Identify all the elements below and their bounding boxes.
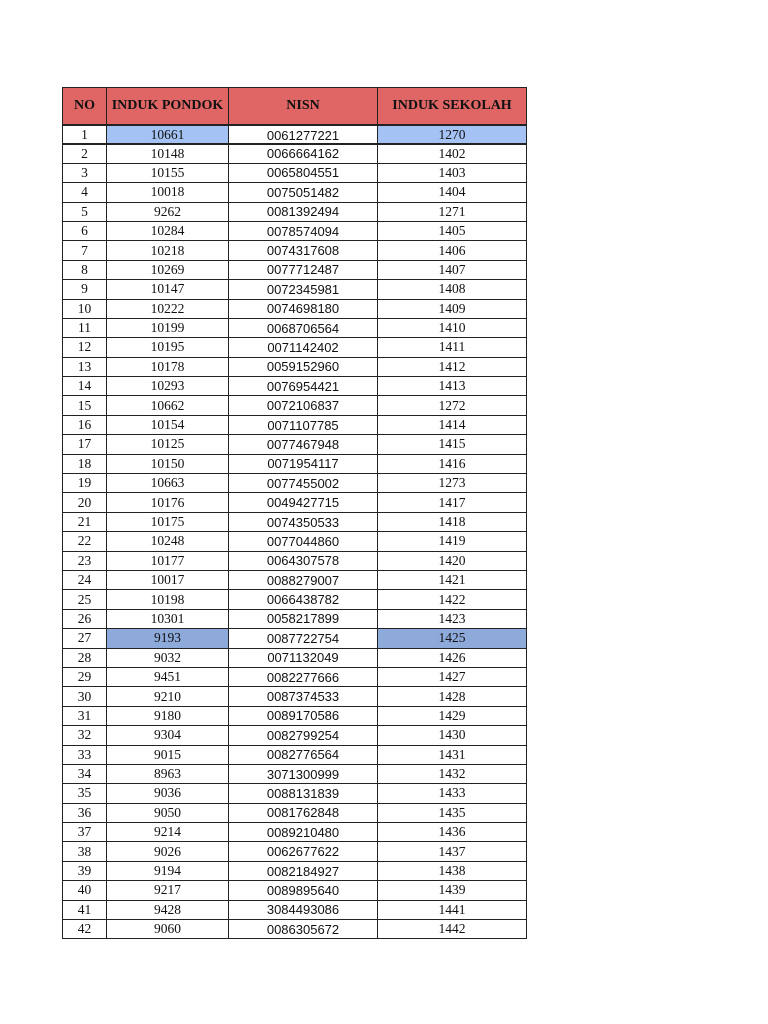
- cell-induk-pondok[interactable]: 10284: [106, 221, 229, 241]
- cell-induk-sekolah[interactable]: 1438: [377, 861, 527, 881]
- cell-induk-pondok[interactable]: 9180: [106, 706, 229, 726]
- cell-nisn[interactable]: 0072345981: [228, 279, 378, 299]
- cell-nisn[interactable]: 0075051482: [228, 182, 378, 202]
- cell-no[interactable]: 16: [62, 415, 107, 435]
- table-row: [62, 842, 528, 861]
- table-row: [62, 571, 528, 590]
- cell-nisn[interactable]: 0059152960: [228, 357, 378, 377]
- cell-no[interactable]: 13: [62, 357, 107, 377]
- table-row: [62, 804, 528, 823]
- cell-nisn[interactable]: 0049427715: [228, 492, 378, 512]
- cell-induk-pondok[interactable]: 10175: [106, 512, 229, 532]
- table-row: [62, 241, 528, 260]
- table-row: [62, 435, 528, 454]
- cell-nisn[interactable]: 0068706564: [228, 318, 378, 338]
- cell-no[interactable]: 2: [62, 143, 107, 163]
- cell-nisn[interactable]: 0081762848: [228, 803, 378, 823]
- cell-no[interactable]: 11: [62, 318, 107, 338]
- cell-induk-pondok[interactable]: 10155: [106, 163, 229, 183]
- cell-induk-sekolah[interactable]: 1415: [377, 434, 527, 454]
- table-row: [62, 901, 528, 920]
- cell-nisn[interactable]: 0076954421: [228, 376, 378, 396]
- cell-induk-pondok[interactable]: 10199: [106, 318, 229, 338]
- cell-induk-sekolah[interactable]: 1436: [377, 822, 527, 842]
- cell-no[interactable]: 3: [62, 163, 107, 183]
- cell-induk-pondok[interactable]: 10148: [106, 143, 229, 163]
- table-row: [62, 125, 528, 144]
- cell-induk-pondok[interactable]: 10293: [106, 376, 229, 396]
- cell-induk-pondok[interactable]: 9451: [106, 667, 229, 687]
- cell-nisn[interactable]: 0082277666: [228, 667, 378, 687]
- cell-no[interactable]: 30: [62, 686, 107, 706]
- cell-no[interactable]: 10: [62, 299, 107, 319]
- table-row: [62, 707, 528, 726]
- cell-no[interactable]: 8: [62, 260, 107, 280]
- cell-nisn[interactable]: 0065804551: [228, 163, 378, 183]
- cell-no[interactable]: 20: [62, 492, 107, 512]
- cell-induk-pondok[interactable]: 9026: [106, 841, 229, 861]
- cell-induk-sekolah[interactable]: 1403: [377, 163, 527, 183]
- table-row: [62, 358, 528, 377]
- cell-induk-pondok[interactable]: 10663: [106, 473, 229, 493]
- cell-induk-pondok[interactable]: 9194: [106, 861, 229, 881]
- header-no: NO: [62, 87, 107, 125]
- cell-no[interactable]: 18: [62, 454, 107, 474]
- table-row: [62, 687, 528, 706]
- cell-no[interactable]: 5: [62, 202, 107, 222]
- cell-no[interactable]: 38: [62, 841, 107, 861]
- cell-induk-pondok[interactable]: 10218: [106, 240, 229, 260]
- cell-no[interactable]: 12: [62, 337, 107, 357]
- cell-nisn[interactable]: 0074350533: [228, 512, 378, 532]
- header-induk-pondok: INDUK PONDOK: [106, 87, 229, 125]
- cell-no[interactable]: 42: [62, 919, 107, 939]
- table-row: [62, 629, 528, 648]
- cell-nisn[interactable]: 0082184927: [228, 861, 378, 881]
- cell-no[interactable]: 14: [62, 376, 107, 396]
- cell-induk-sekolah[interactable]: 1273: [377, 473, 527, 493]
- cell-nisn[interactable]: 0066438782: [228, 589, 378, 609]
- cell-nisn[interactable]: 0086305672: [228, 919, 378, 939]
- table-row: [62, 396, 528, 415]
- cell-no[interactable]: 41: [62, 900, 107, 920]
- cell-induk-pondok[interactable]: 10195: [106, 337, 229, 357]
- cell-no[interactable]: 24: [62, 570, 107, 590]
- cell-induk-sekolah[interactable]: 1406: [377, 240, 527, 260]
- cell-nisn[interactable]: 0089210480: [228, 822, 378, 842]
- table-row: [62, 493, 528, 512]
- cell-no[interactable]: 22: [62, 531, 107, 551]
- cell-nisn[interactable]: 3084493086: [228, 900, 378, 920]
- table-row: [62, 222, 528, 241]
- cell-no[interactable]: 25: [62, 589, 107, 609]
- cell-nisn[interactable]: 3071300999: [228, 764, 378, 784]
- cell-nisn[interactable]: 0077712487: [228, 260, 378, 280]
- cell-induk-sekolah[interactable]: 1426: [377, 648, 527, 668]
- cell-induk-pondok[interactable]: 9050: [106, 803, 229, 823]
- cell-induk-pondok[interactable]: 10301: [106, 609, 229, 629]
- cell-no[interactable]: 39: [62, 861, 107, 881]
- cell-induk-sekolah[interactable]: 1430: [377, 725, 527, 745]
- cell-induk-sekolah[interactable]: 1404: [377, 182, 527, 202]
- cell-no[interactable]: 32: [62, 725, 107, 745]
- cell-nisn[interactable]: 0071132049: [228, 648, 378, 668]
- cell-induk-sekolah[interactable]: 1408: [377, 279, 527, 299]
- cell-induk-pondok[interactable]: 10147: [106, 279, 229, 299]
- cell-induk-sekolah[interactable]: 1431: [377, 745, 527, 765]
- cell-induk-pondok[interactable]: 9217: [106, 880, 229, 900]
- table-row: [62, 164, 528, 183]
- cell-induk-pondok[interactable]: 10017: [106, 570, 229, 590]
- cell-no[interactable]: 40: [62, 880, 107, 900]
- cell-no[interactable]: 26: [62, 609, 107, 629]
- cell-nisn[interactable]: 0087722754: [228, 628, 378, 648]
- table-row: [62, 280, 528, 299]
- cell-induk-pondok[interactable]: 9193: [106, 628, 229, 648]
- cell-induk-sekolah[interactable]: 1417: [377, 492, 527, 512]
- cell-nisn[interactable]: 0061277221: [228, 125, 378, 145]
- cell-induk-sekolah[interactable]: 1272: [377, 395, 527, 415]
- data-table: [62, 87, 528, 939]
- cell-no[interactable]: 1: [62, 125, 107, 145]
- table-row: [62, 377, 528, 396]
- cell-nisn[interactable]: 0071142402: [228, 337, 378, 357]
- cell-nisn[interactable]: 0071107785: [228, 415, 378, 435]
- cell-nisn[interactable]: 0062677622: [228, 841, 378, 861]
- cell-nisn[interactable]: 0087374533: [228, 686, 378, 706]
- cell-induk-sekolah[interactable]: 1418: [377, 512, 527, 532]
- cell-induk-sekolah[interactable]: 1420: [377, 551, 527, 571]
- cell-induk-sekolah[interactable]: 1423: [377, 609, 527, 629]
- cell-nisn[interactable]: 0082799254: [228, 725, 378, 745]
- cell-induk-sekolah[interactable]: 1410: [377, 318, 527, 338]
- cell-induk-sekolah[interactable]: 1422: [377, 589, 527, 609]
- cell-no[interactable]: 33: [62, 745, 107, 765]
- cell-induk-sekolah[interactable]: 1402: [377, 143, 527, 163]
- cell-nisn[interactable]: 0081392494: [228, 202, 378, 222]
- cell-induk-pondok[interactable]: 10018: [106, 182, 229, 202]
- table-row: [62, 532, 528, 551]
- table-row: [62, 474, 528, 493]
- cell-no[interactable]: 17: [62, 434, 107, 454]
- header-nisn: NISN: [228, 87, 378, 125]
- table-row: [62, 416, 528, 435]
- cell-induk-sekolah[interactable]: 1435: [377, 803, 527, 823]
- table-row: [62, 552, 528, 571]
- cell-induk-sekolah[interactable]: 1270: [377, 125, 527, 145]
- cell-induk-sekolah[interactable]: 1421: [377, 570, 527, 590]
- table-row: [62, 649, 528, 668]
- cell-induk-sekolah[interactable]: 1407: [377, 260, 527, 280]
- cell-no[interactable]: 36: [62, 803, 107, 823]
- cell-induk-pondok[interactable]: 10177: [106, 551, 229, 571]
- table-row: [62, 823, 528, 842]
- cell-induk-sekolah[interactable]: 1419: [377, 531, 527, 551]
- cell-induk-sekolah[interactable]: 1425: [377, 628, 527, 648]
- cell-no[interactable]: 21: [62, 512, 107, 532]
- cell-nisn[interactable]: 0088131839: [228, 783, 378, 803]
- table-row: [62, 920, 528, 939]
- cell-nisn[interactable]: 0077455002: [228, 473, 378, 493]
- cell-induk-sekolah[interactable]: 1441: [377, 900, 527, 920]
- cell-no[interactable]: 28: [62, 648, 107, 668]
- cell-no[interactable]: 19: [62, 473, 107, 493]
- header-row: [62, 87, 528, 125]
- cell-no[interactable]: 37: [62, 822, 107, 842]
- cell-nisn[interactable]: 0074317608: [228, 240, 378, 260]
- table-body: [62, 125, 528, 939]
- cell-nisn[interactable]: 0088279007: [228, 570, 378, 590]
- cell-induk-pondok[interactable]: 9032: [106, 648, 229, 668]
- table-row: [62, 590, 528, 609]
- cell-nisn[interactable]: 0064307578: [228, 551, 378, 571]
- cell-induk-sekolah[interactable]: 1433: [377, 783, 527, 803]
- cell-induk-sekolah[interactable]: 1439: [377, 880, 527, 900]
- cell-induk-sekolah[interactable]: 1412: [377, 357, 527, 377]
- table-row: [62, 746, 528, 765]
- header-induk-sekolah: INDUK SEKOLAH: [377, 87, 527, 125]
- cell-no[interactable]: 7: [62, 240, 107, 260]
- cell-induk-sekolah[interactable]: 1405: [377, 221, 527, 241]
- cell-induk-pondok[interactable]: 9036: [106, 783, 229, 803]
- cell-induk-pondok[interactable]: 10269: [106, 260, 229, 280]
- cell-induk-sekolah[interactable]: 1409: [377, 299, 527, 319]
- cell-induk-pondok[interactable]: 9214: [106, 822, 229, 842]
- cell-induk-sekolah[interactable]: 1411: [377, 337, 527, 357]
- table-row: [62, 183, 528, 202]
- cell-no[interactable]: 31: [62, 706, 107, 726]
- cell-induk-sekolah[interactable]: 1429: [377, 706, 527, 726]
- cell-induk-pondok[interactable]: 9210: [106, 686, 229, 706]
- table-row: [62, 513, 528, 532]
- cell-induk-pondok[interactable]: 9262: [106, 202, 229, 222]
- cell-induk-pondok[interactable]: 10178: [106, 357, 229, 377]
- cell-nisn[interactable]: 0066664162: [228, 143, 378, 163]
- cell-induk-sekolah[interactable]: 1428: [377, 686, 527, 706]
- cell-no[interactable]: 34: [62, 764, 107, 784]
- cell-nisn[interactable]: 0058217899: [228, 609, 378, 629]
- cell-induk-sekolah[interactable]: 1432: [377, 764, 527, 784]
- cell-induk-pondok[interactable]: 9428: [106, 900, 229, 920]
- cell-induk-pondok[interactable]: 10662: [106, 395, 229, 415]
- cell-nisn[interactable]: 0074698180: [228, 299, 378, 319]
- cell-induk-sekolah[interactable]: 1427: [377, 667, 527, 687]
- cell-induk-sekolah[interactable]: 1437: [377, 841, 527, 861]
- cell-nisn[interactable]: 0089170586: [228, 706, 378, 726]
- cell-induk-sekolah[interactable]: 1442: [377, 919, 527, 939]
- cell-nisn[interactable]: 0089895640: [228, 880, 378, 900]
- cell-no[interactable]: 29: [62, 667, 107, 687]
- cell-no[interactable]: 15: [62, 395, 107, 415]
- table-row: [62, 338, 528, 357]
- table-row: [62, 319, 528, 338]
- cell-no[interactable]: 23: [62, 551, 107, 571]
- cell-nisn[interactable]: 0077467948: [228, 434, 378, 454]
- cell-induk-pondok[interactable]: 10222: [106, 299, 229, 319]
- cell-induk-pondok[interactable]: 9060: [106, 919, 229, 939]
- cell-induk-pondok[interactable]: 10661: [106, 125, 229, 145]
- table-row: [62, 455, 528, 474]
- cell-induk-pondok[interactable]: 10176: [106, 492, 229, 512]
- table-row: [62, 300, 528, 319]
- table-row: [62, 765, 528, 784]
- cell-induk-sekolah[interactable]: 1413: [377, 376, 527, 396]
- table-row: [62, 610, 528, 629]
- cell-no[interactable]: 9: [62, 279, 107, 299]
- cell-induk-pondok[interactable]: 10150: [106, 454, 229, 474]
- cell-induk-pondok[interactable]: 10154: [106, 415, 229, 435]
- table-row: [62, 881, 528, 900]
- table-row: [62, 726, 528, 745]
- cell-induk-sekolah[interactable]: 1414: [377, 415, 527, 435]
- cell-nisn[interactable]: 0072106837: [228, 395, 378, 415]
- cell-no[interactable]: 6: [62, 221, 107, 241]
- cell-induk-sekolah[interactable]: 1416: [377, 454, 527, 474]
- cell-nisn[interactable]: 0082776564: [228, 745, 378, 765]
- table-row: [62, 261, 528, 280]
- cell-nisn[interactable]: 0077044860: [228, 531, 378, 551]
- cell-no[interactable]: 35: [62, 783, 107, 803]
- cell-induk-sekolah[interactable]: 1271: [377, 202, 527, 222]
- cell-induk-pondok[interactable]: 10198: [106, 589, 229, 609]
- cell-induk-pondok[interactable]: 10248: [106, 531, 229, 551]
- cell-induk-pondok[interactable]: 9304: [106, 725, 229, 745]
- cell-no[interactable]: 4: [62, 182, 107, 202]
- table-row: [62, 144, 528, 163]
- cell-no[interactable]: 27: [62, 628, 107, 648]
- table-row: [62, 668, 528, 687]
- table-row: [62, 862, 528, 881]
- cell-induk-pondok[interactable]: 10125: [106, 434, 229, 454]
- cell-induk-pondok[interactable]: 9015: [106, 745, 229, 765]
- cell-induk-pondok[interactable]: 8963: [106, 764, 229, 784]
- table-row: [62, 203, 528, 222]
- cell-nisn[interactable]: 0078574094: [228, 221, 378, 241]
- cell-nisn[interactable]: 0071954117: [228, 454, 378, 474]
- table-row: [62, 784, 528, 803]
